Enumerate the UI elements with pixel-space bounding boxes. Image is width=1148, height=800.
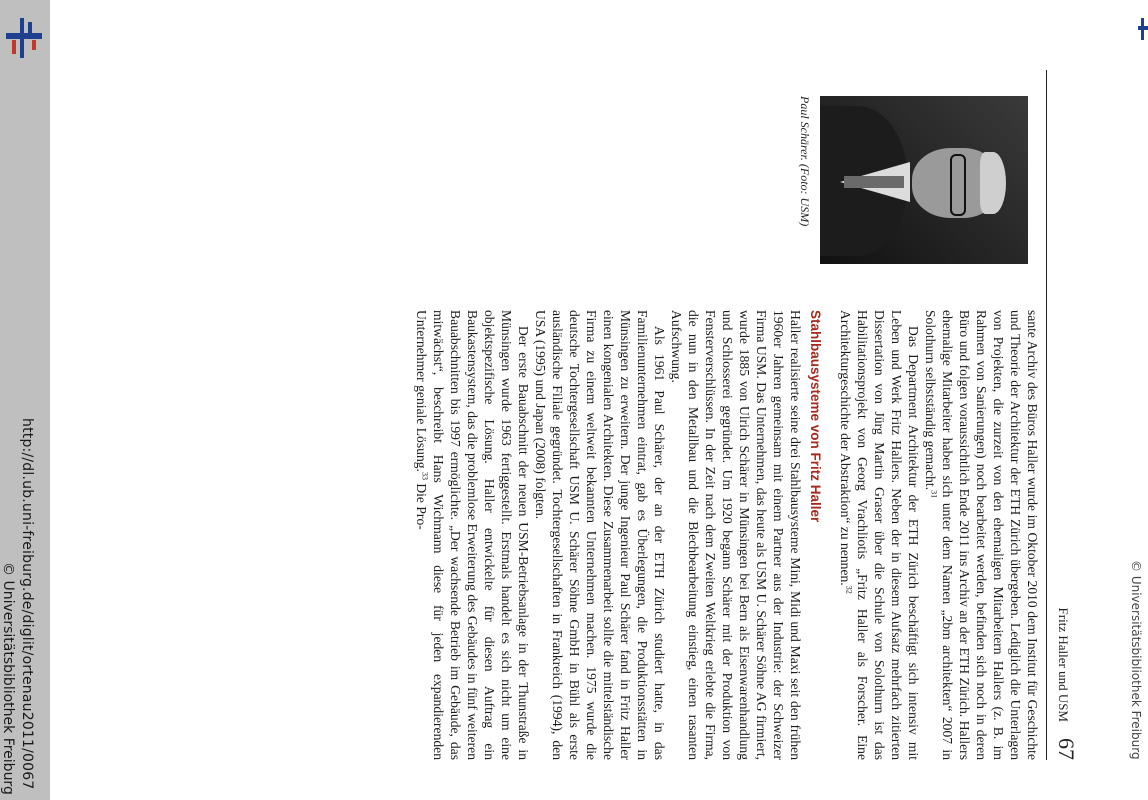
running-header-title: Fritz Haller und USM (1056, 607, 1071, 722)
copyright-watermark: © Universitätsbibliothek Freiburg (0, 562, 16, 795)
text-column (413, 310, 1041, 760)
source-url-watermark[interactable]: http://dl.ub.uni-freiburg.de/diglit/ortenau2011/0067 (19, 418, 35, 790)
university-logo-partial-icon (1138, 18, 1148, 40)
paragraph: sante Archiv des Büros Haller wurde im Oktober 2010 dem Institut für Geschichte und Theorie der Architektur der ETH Zürich übergeben. Lediglich die Unterlagen von Projekten, die zurzeit von den ehemaligen Mitarbeitern Hallers (z. B. im Rahmen von Sanierungen) noch bearbeitet werden, befinden sich noch in deren Büro und folgen voraussichtlich Ende 2011 ins Archiv an der ETH Zürich. Hallers ehemalige Mitarbeiter haben sich unter dem Namen „2bm architekten“ 2007 in Solothurn selbstständig gemacht.$^{31}$ (923, 310, 1040, 760)
footnote-ref: 32 (844, 585, 854, 594)
running-header (1046, 70, 1079, 760)
paragraph: Als 1961 Paul Schärer, der an der ETH Zürich studiert hatte, in das Familienunternehmen eintrat, gab es Überlegungen, die Produktionsstätten in Münsingen zu erweitern. Der junge Ingenieur Paul Schärer fand in Fritz Haller einen kongenialen Architekten. Diese Zusammenarbeit sollte die mittelständische Firma zu einem weltweit bekannten Unternehmen machen. 1975 wurde die deutsche Tochtergesellschaft USM U. Schärer Söhne GmbH in Bühl als erste ausländische Filiale gegründet. Tochtergesellschaften in Frankreich (1994), den USA (1995) und Japan (2008) folgten. (533, 310, 667, 760)
paragraph: Das Department Architektur der ETH Zürich beschäftigt sich intensiv mit Leben und Werk Fritz Hallers. Neben der in diesem Aufsatz mehrfach zitierten Dissertation von Jürg Martin Graser über die Schule von Solothurn ist das Habilitationsprojekt von Georg Vrachliotis „Fritz Haller als Forscher. Eine Architekturgeschichte der Abstraktion“ zu nennen.$^{32}$ (838, 310, 921, 760)
book-page (95, 70, 1079, 760)
figure-column (797, 70, 1028, 290)
paragraph: Haller realisierte seine drei Stahlbausysteme Mini, Midi und Maxi seit den frühen 1960er Jahren gemeinsam mit einem Partner aus der Industrie: der Schweizer Firma USM. Das Unternehmen, das heute als USM U. Schärer Söhne AG firmiert, wurde 1885 von Ulrich Schärer in Münsingen bei Bern als Eisenwarenhandlung und Schlosserei gegründet. Um 1920 begann Schärer mit der Produktion von Fensterverschlüssen. In der Zeit nach dem Zweiten Weltkrieg erlebte die Firma, die nun in den Metallbau und die Blechbearbeitung einstieg, einen rasanten Aufschwung. (669, 310, 803, 760)
footnote-ref: 31 (929, 490, 939, 499)
portrait-photo (820, 96, 1028, 264)
paragraph: Der erste Bauabschnitt der neuen USM-Betriebsanlage in der Thunstraße in Münsingen wurde 1963 fertiggestellt. Erstmals handelt es sich nicht um eine objektspezifische Lösung. Haller entwickelte für diesen Auftrag ein Baukastensystem, das die problemlose Erweiterung des Gebäudes in fünf weiteren Bauabschnitten bis 1997 ermöglichte. „Der wachsende Betrieb im Gebäude, das mitwächst“, beschreibt Hans Wichmann diese für jeden expandierenden Unternehmer geniale Lösung.$^{33}$ Die Pro- (414, 310, 531, 760)
footnote-ref: 33 (420, 471, 430, 480)
copyright-watermark-right: © Universitätsbibliothek Freiburg (1129, 560, 1143, 760)
university-logo-icon (6, 18, 42, 58)
photo-caption: Paul Schärer. (Foto: USM) (798, 96, 812, 227)
section-heading: Stahlbausysteme von Fritz Haller (808, 310, 823, 523)
page-number: 67 (1054, 738, 1079, 760)
